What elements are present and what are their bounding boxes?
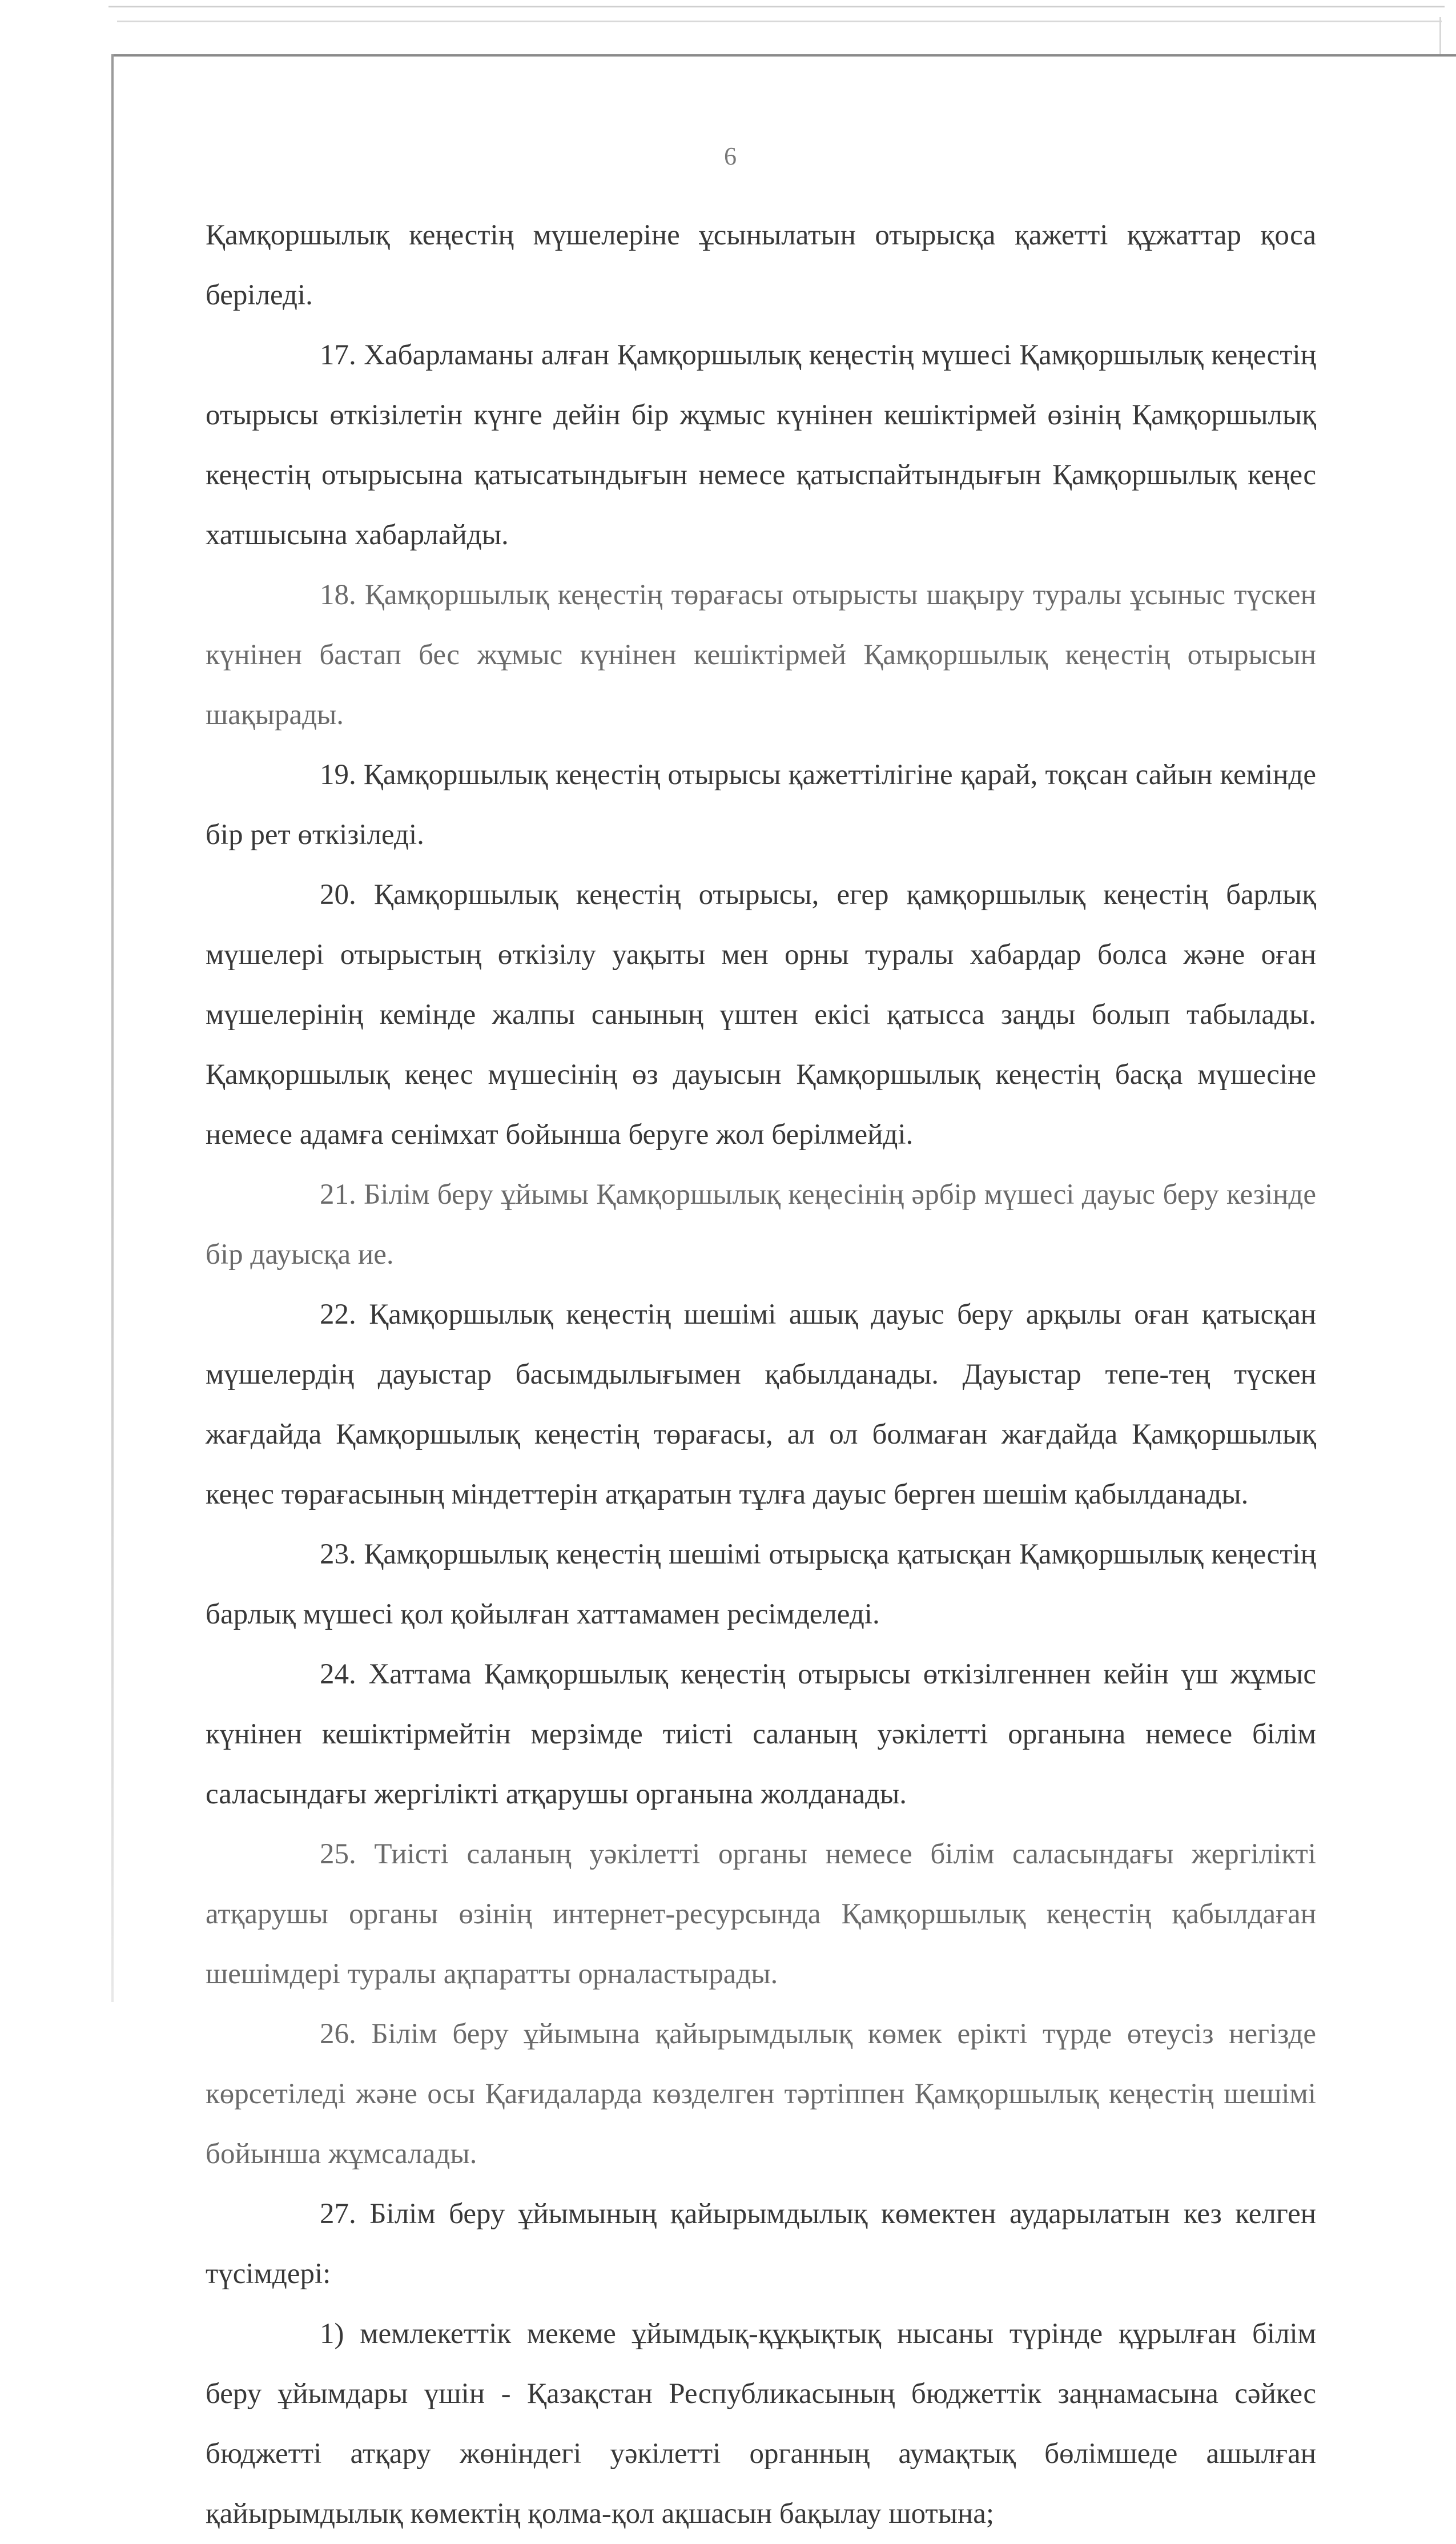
paragraph-18: 18. Қамқоршылық кеңестің төрағасы отырысты шақыру туралы ұсыныс түскен күнінен бастап бес жұмыс күнінен кешіктірмей Қамқоршылық кеңестің отырысын шақырады. xyxy=(206,579,1316,731)
paragraph-21: 21. Білім беру ұйымы Қамқоршылық кеңесінің әрбір мүшесі дауыс беру кезінде бір дауысқа ие. xyxy=(206,1179,1316,1271)
document-body xyxy=(206,206,1316,2544)
paragraph-17: 17. Хабарламаны алған Қамқоршылық кеңестің мүшесі Қамқоршылық кеңестің отырысы өткізілетін күнге дейін бір жұмыс күнінен кешіктірмей өзінің Қамқоршылық кеңестің отырысына қатысатындығын немесе қатыспайтындығын Қамқоршылық кеңес хатшысына хабарлайды. xyxy=(206,339,1316,551)
paragraph-24: 24. Хаттама Қамқоршылық кеңестің отырысы өткізілгеннен кейін үш жұмыс күнінен кешіктірмейтін мерзімде тиісті саланың уәкілетті органына немесе білім саласындағы жергілікті атқарушы органына жолданады. xyxy=(206,1658,1316,1810)
paper-stack-edge-inner xyxy=(117,21,1442,57)
paragraph-20: 20. Қамқоршылық кеңестің отырысы, егер қамқоршылық кеңестің барлық мүшелері отырыстың өткізілу уақыты мен орны туралы хабардар болса және оған мүшелерінің кемінде жалпы санының үштен екісі қатысса заңды болып табылады. Қамқоршылық кеңес мүшесінің өз дауысын Қамқоршылық кеңестің басқа мүшесіне немесе адамға сенімхат бойынша беруге жол берілмейді. xyxy=(206,879,1316,1151)
page-left-edge xyxy=(111,54,114,2002)
paragraph-continuation: Қамқоршылық кеңестің мүшелеріне ұсынылатын отырысқа қажетті құжаттар қоса беріледі. xyxy=(206,219,1316,311)
paragraph-26: 26. Білім беру ұйымына қайырымдылық көмек ерікті түрде өтеусіз негізде көрсетіледі және осы Қағидаларда көзделген тәртіппен Қамқоршылық кеңестің шешімі бойынша жұмсалады. xyxy=(206,2018,1316,2170)
paragraph-23: 23. Қамқоршылық кеңестің шешімі отырысқа қатысқан Қамқоршылық кеңестің барлық мүшесі қол қойылған хаттамамен ресімделеді. xyxy=(206,1538,1316,1630)
page-number: 6 xyxy=(724,142,737,170)
paragraph-25: 25. Тиісті саланың уәкілетті органы немесе білім саласындағы жергілікті атқарушы органы өзінің интернет-ресурсында Қамқоршылық кеңестің қабылдаған шешімдері туралы ақпаратты орналастырады. xyxy=(206,1838,1316,1990)
paragraph-22: 22. Қамқоршылық кеңестің шешімі ашық дауыс беру арқылы оған қатысқан мүшелердің дауыстар басымдылығымен қабылданады. Дауыстар тепе-тең түскен жағдайда Қамқоршылық кеңестің төрағасы, ал ол болмаған жағдайда Қамқоршылық кеңес төрағасының міндеттерін атқаратын тұлға дауыс берген шешім қабылданады. xyxy=(206,1299,1316,1510)
paragraph-19: 19. Қамқоршылық кеңестің отырысы қажеттілігіне қарай, тоқсан сайын кемінде бір рет өткізіледі. xyxy=(206,759,1316,851)
paragraph-27-item-1: 1) мемлекеттік мекеме ұйымдық-құқықтық нысаны түрінде құрылған білім беру ұйымдары үшін - Қазақстан Республикасының бюджеттік заңнамасына сәйкес бюджетті атқару жөніндегі уәкілетті органның аумақтық бөлімшеде ашылған қайырымдылық көмектің қолма-қол ақшасын бақылау шотына; xyxy=(206,2318,1316,2530)
paragraph-27: 27. Білім беру ұйымының қайырымдылық көмектен аударылатын кез келген түсімдері: xyxy=(206,2198,1316,2290)
